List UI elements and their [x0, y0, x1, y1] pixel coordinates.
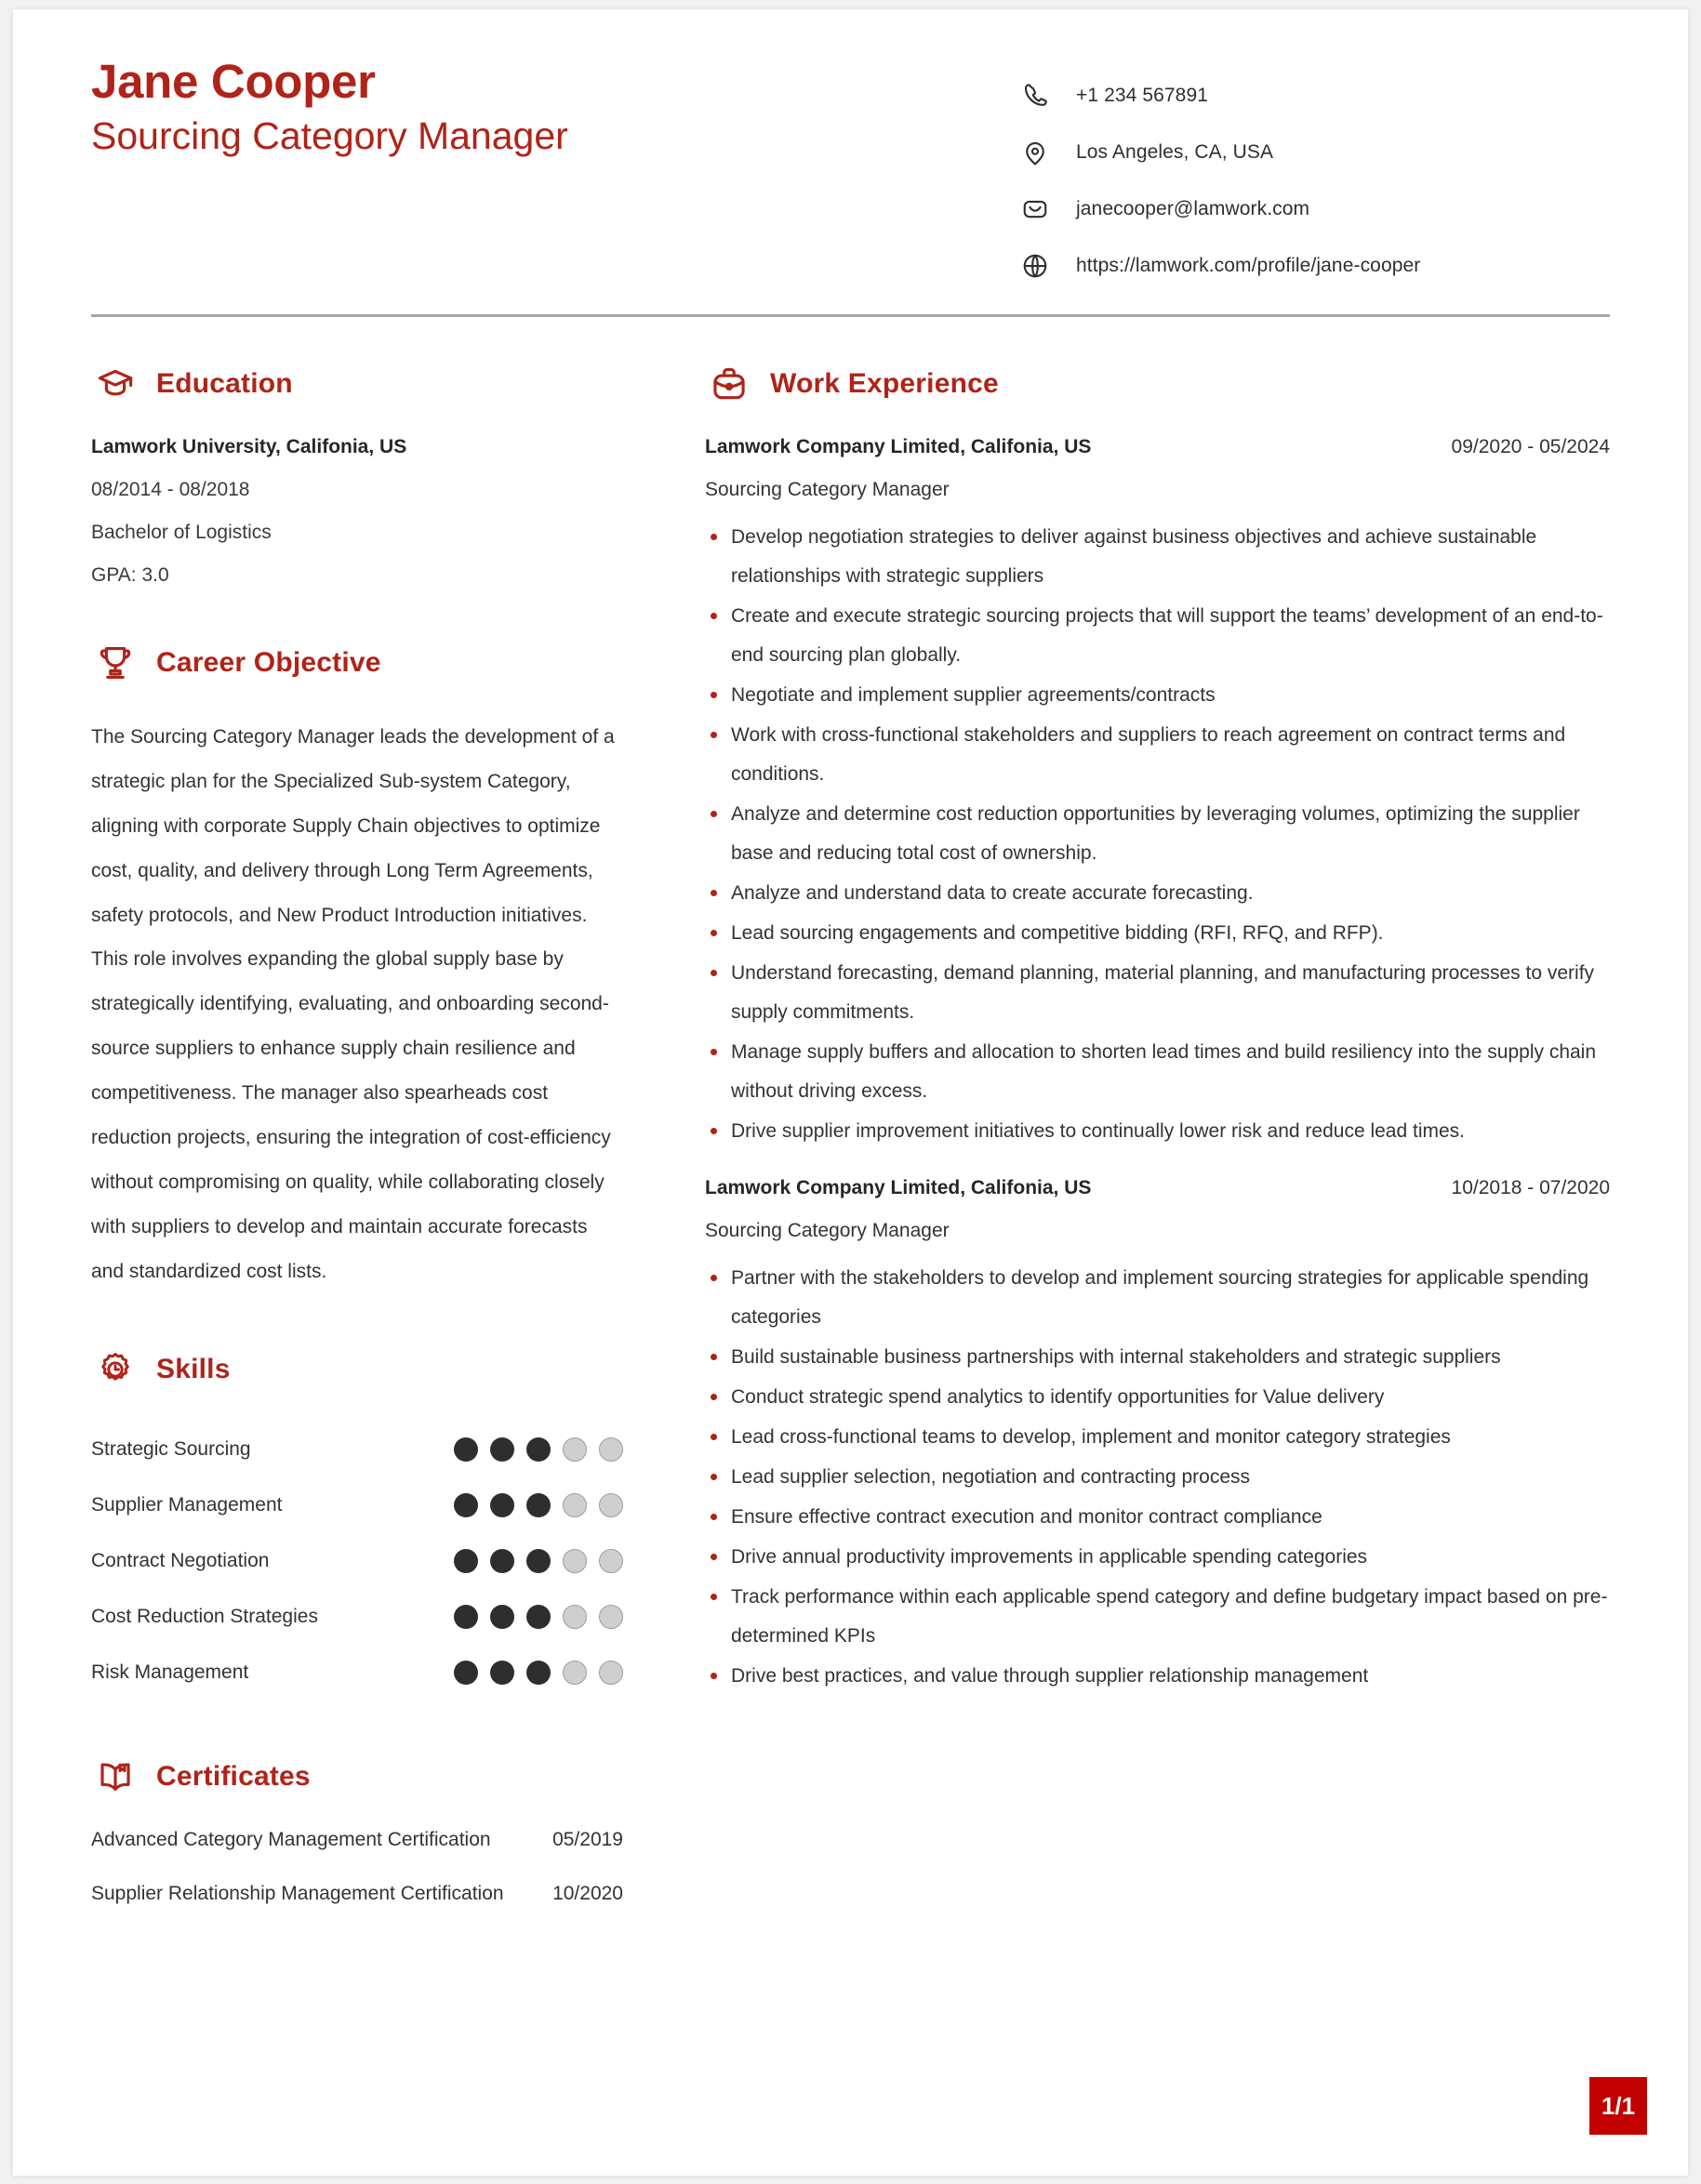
email-icon: [1015, 189, 1056, 230]
gear-clock-icon: [91, 1345, 140, 1394]
skill-rating: [454, 1549, 623, 1573]
job-entry: [705, 436, 1610, 1151]
skill-name: Strategic Sourcing: [91, 1438, 251, 1461]
job-dates: 10/2018 - 07/2020: [1451, 1177, 1610, 1198]
job-bullet: Partner with the stakeholders to develop and implement sourcing strategies for applicable spending categories: [705, 1259, 1610, 1337]
rating-dot-empty: [599, 1661, 623, 1685]
job-header: [705, 436, 1610, 458]
rating-dot-empty: [599, 1437, 623, 1462]
rating-dot-empty: [599, 1549, 623, 1573]
job-bullet: Manage supply buffers and allocation to shorten lead times and build resiliency into the supply chain without driving excess.: [705, 1033, 1610, 1111]
certificate-name: Advanced Category Management Certification: [91, 1829, 491, 1851]
rating-dot-empty: [563, 1493, 587, 1517]
section-education: [91, 360, 623, 587]
profile-role: Sourcing Category Manager: [91, 114, 568, 158]
section-certificates: [91, 1753, 623, 1937]
skill-row: [91, 1533, 623, 1589]
job-title: Sourcing Category Manager: [705, 1220, 950, 1241]
job-bullet: Analyze and determine cost reduction opportunities by leveraging volumes, optimizing the supplier base and reducing total cost of ownership.: [705, 795, 1610, 873]
job-title: Sourcing Category Manager: [705, 479, 950, 500]
rating-dot-empty: [563, 1661, 587, 1685]
page-indicator-badge: 1/1: [1589, 2077, 1647, 2135]
job-bullet: Conduct strategic spend analytics to identify opportunities for Value delivery: [705, 1378, 1610, 1417]
skill-row: [91, 1422, 623, 1477]
rating-dot-filled: [490, 1661, 514, 1685]
contact-item-phone[interactable]: [1015, 67, 1610, 124]
job-bullet: Understand forecasting, demand planning, material planning, and manufacturing processes to verify supply commitments.: [705, 954, 1610, 1032]
rating-dot-filled: [526, 1605, 551, 1629]
skill-row: [91, 1645, 623, 1701]
contact-list: [1015, 67, 1610, 294]
job-bullet-list: [705, 518, 1610, 1151]
skill-name: Cost Reduction Strategies: [91, 1606, 318, 1628]
job-bullet: Negotiate and implement supplier agreements/contracts: [705, 676, 1610, 715]
skill-row: [91, 1589, 623, 1645]
phone-icon: [1015, 75, 1056, 116]
job-bullet: Work with cross-functional stakeholders and suppliers to reach agreement on contract terms and conditions.: [705, 716, 1610, 794]
certificate-date: 10/2020: [552, 1883, 623, 1905]
certificates-list: [91, 1829, 623, 1937]
skill-rating: [454, 1661, 623, 1685]
job-bullet: Analyze and understand data to create accurate forecasting.: [705, 874, 1610, 913]
certificate-row: [91, 1883, 623, 1937]
job-spacer: [705, 1157, 1610, 1177]
education-dates: 08/2014 - 08/2018: [91, 479, 250, 500]
skill-name: Risk Management: [91, 1661, 249, 1684]
job-bullet: Drive supplier improvement initiatives to continually lower risk and reduce lead times.: [705, 1112, 1610, 1151]
job-bullet: Track performance within each applicable spend category and define budgetary impact based on pre-determined KPIs: [705, 1578, 1610, 1656]
rating-dot-filled: [526, 1493, 551, 1517]
rating-dot-filled: [454, 1605, 478, 1629]
rating-dot-filled: [526, 1661, 551, 1685]
trophy-icon: [91, 639, 140, 687]
skill-rating: [454, 1493, 623, 1517]
globe-icon: [1015, 245, 1056, 286]
rating-dot-filled: [490, 1605, 514, 1629]
contact-item-website[interactable]: [1015, 237, 1610, 294]
rating-dot-empty: [563, 1437, 587, 1462]
header-divider: [91, 314, 1610, 317]
job-bullet: Drive annual productivity improvements in applicable spending categories: [705, 1538, 1610, 1577]
briefcase-icon: [705, 360, 753, 408]
job-bullet: Develop negotiation strategies to deliver against business objectives and achieve sustainable relationships with strategic suppliers: [705, 518, 1610, 596]
rating-dot-filled: [526, 1437, 551, 1462]
graduation-cap-icon: [91, 360, 140, 408]
job-bullet: Ensure effective contract execution and monitor contract compliance: [705, 1498, 1610, 1537]
section-title-education: Education: [156, 368, 293, 399]
skills-list: [91, 1422, 623, 1701]
rating-dot-filled: [490, 1493, 514, 1517]
rating-dot-empty: [563, 1605, 587, 1629]
job-bullet: Create and execute strategic sourcing projects that will support the teams’ development of an end-to-end sourcing plan globally.: [705, 597, 1610, 675]
rating-dot-empty: [599, 1493, 623, 1517]
education-school: Lamwork University, Califonia, US: [91, 436, 407, 457]
certificate-name: Supplier Relationship Management Certification: [91, 1883, 504, 1905]
skill-rating: [454, 1605, 623, 1629]
section-title-skills: Skills: [156, 1354, 231, 1385]
rating-dot-filled: [454, 1661, 478, 1685]
section-skills: [91, 1345, 623, 1701]
section-title-work-experience: Work Experience: [770, 368, 999, 399]
skill-row: [91, 1477, 623, 1533]
job-header: [705, 1177, 1610, 1199]
rating-dot-filled: [454, 1549, 478, 1573]
section-career-objective: [91, 639, 623, 1293]
contact-website-value: https://lamwork.com/profile/jane-cooper: [1076, 254, 1421, 276]
rating-dot-filled: [490, 1549, 514, 1573]
career-objective-text: The Sourcing Category Manager leads the development of a strategic plan for the Specialized Sub-system Category, aligning with corporate Supply Chain objectives to optimize cost, quality, and delivery through Long Term Agreements, safety protocols, and New Product Introduction initiatives. This role involves expanding the global supply base by strategically identifying, evaluating, and onboarding second-source suppliers to enhance supply chain resilience and competitiveness. The manager also spearheads cost reduction projects, ensuring the integration of cost-efficiency without compromising on quality, while collaborating closely with suppliers to develop and maintain accurate forecasts and standardized cost lists.: [91, 726, 615, 1282]
rating-dot-empty: [599, 1605, 623, 1629]
skill-rating: [454, 1437, 623, 1462]
rating-dot-filled: [490, 1437, 514, 1462]
rating-dot-filled: [454, 1493, 478, 1517]
education-degree: Bachelor of Logistics: [91, 522, 272, 543]
contact-item-location[interactable]: [1015, 124, 1610, 180]
identity-block: [91, 54, 568, 161]
rating-dot-empty: [563, 1549, 587, 1573]
contact-email-value: janecooper@lamwork.com: [1076, 197, 1310, 219]
resume-header: [91, 54, 1610, 294]
skill-name: Contract Negotiation: [91, 1550, 270, 1572]
job-entry: [705, 1177, 1610, 1696]
certificate-date: 05/2019: [552, 1829, 623, 1851]
contact-phone-value: +1 234 567891: [1076, 84, 1209, 106]
job-bullet: Lead supplier selection, negotiation and contracting process: [705, 1458, 1610, 1497]
section-title-certificates: Certificates: [156, 1761, 311, 1793]
section-work-experience: [705, 360, 1610, 1696]
location-icon: [1015, 132, 1056, 173]
right-column: [668, 360, 1610, 1937]
section-title-career-objective: Career Objective: [156, 647, 381, 678]
jobs-list: [705, 436, 1610, 1696]
job-dates: 09/2020 - 05/2024: [1451, 436, 1610, 457]
skill-name: Supplier Management: [91, 1494, 283, 1516]
contact-location-value: Los Angeles, CA, USA: [1076, 140, 1274, 163]
job-bullet: Lead cross-functional teams to develop, implement and monitor category strategies: [705, 1418, 1610, 1457]
education-gpa: GPA: 3.0: [91, 564, 169, 586]
job-company: Lamwork Company Limited, Califonia, US: [705, 1177, 1092, 1198]
job-bullet: Drive best practices, and value through supplier relationship management: [705, 1657, 1610, 1696]
job-bullet: Build sustainable business partnerships with internal stakeholders and strategic suppliers: [705, 1338, 1610, 1377]
open-book-icon: [91, 1753, 140, 1801]
certificate-row: [91, 1829, 623, 1883]
page-title: Jane Cooper: [91, 55, 376, 108]
job-bullet: Lead sourcing engagements and competitive bidding (RFI, RFQ, and RFP).: [705, 914, 1610, 953]
rating-dot-filled: [526, 1549, 551, 1573]
left-column: [91, 360, 668, 1937]
job-bullet-list: [705, 1259, 1610, 1696]
rating-dot-filled: [454, 1437, 478, 1462]
resume-page: [13, 9, 1688, 2176]
job-company: Lamwork Company Limited, Califonia, US: [705, 436, 1092, 457]
contact-item-email[interactable]: [1015, 180, 1610, 237]
